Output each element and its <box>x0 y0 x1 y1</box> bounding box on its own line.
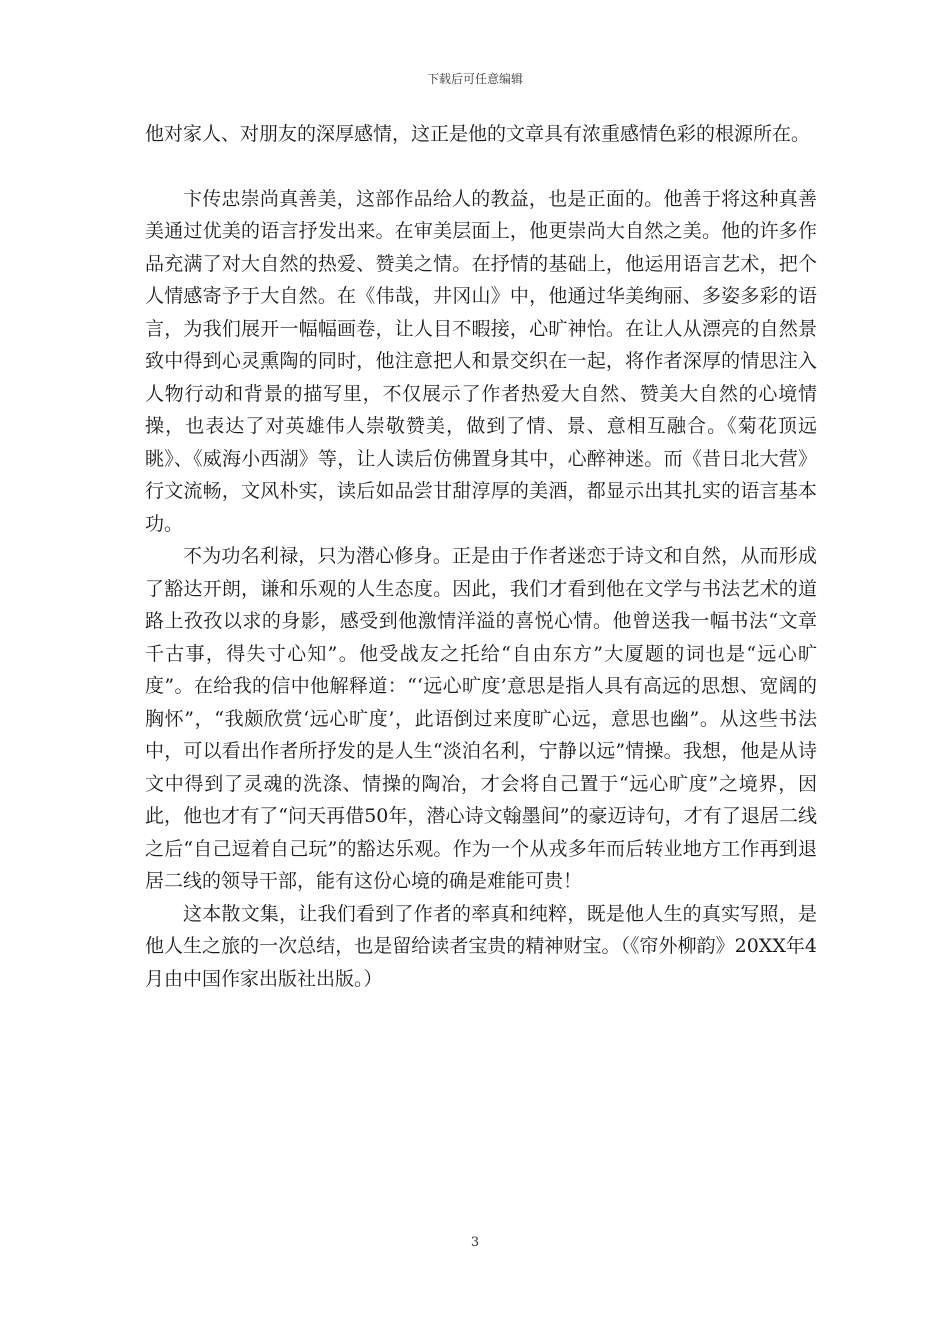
paragraph: 不为功名利禄，只为潜心修身。正是由于作者迷恋于诗文和自然，从而形成了豁达开朗，谦和乐观的人生态度。因此，我们才看到他在文学与书法艺术的道路上孜孜以求的身影，感受到他激情洋溢的喜悦心情。他曾送我一幅书法“文章千古事，得失寸心知”。他受战友之托给“自由东方”大厦题的词也是“远心旷度”。在给我的信中他解释道：“‘远心旷度’意思是指人具有高远的思想、宽阔的胸怀”，“我颇欣赏‘远心旷度’，此语倒过来度旷心远，意思也幽”。从这些书法中，可以看出作者所抒发的是人生“淡泊名利，宁静以远”情操。我想，他是从诗文中得到了灵魂的洗涤、情操的陶冶，才会将自己置于“远心旷度”之境界，因此，他也才有了“问天再借50年，潜心诗文翰墨间”的豪迈诗句，才有了退居二线之后“自己逗着自己玩”的豁达乐观。作为一个从戎多年而后转业地方工作再到退居二线的领导干部，能有这份心境的确是难能可贵！ <box>145 545 817 892</box>
paragraph: 这本散文集，让我们看到了作者的率真和纯粹，既是他人生的真实写照，是他人生之旅的一次总结，也是留给读者宝贵的精神财宝。（《帘外柳韵》20XX年4月由中国作家出版社出版。） <box>145 902 817 990</box>
document-body <box>145 118 817 995</box>
page-header: 下载后可任意编辑 <box>426 72 523 86</box>
paragraph-continued: 他对家人、对朋友的深厚感情，这正是他的文章具有浓重感情色彩的根源所在。 <box>145 123 811 145</box>
paragraph: 卞传忠崇尚真善美，这部作品给人的教益，也是正面的。他善于将这种真善美通过优美的语言抒发出来。在审美层面上，他更崇尚大自然之美。他的许多作品充满了对大自然的热爱、赞美之情。在抒情的基础上，他运用语言艺术，把个人情感寄予于大自然。在《伟哉，井冈山》中，他通过华美绚丽、多姿多彩的语言，为我们展开一幅幅画卷，让人目不暇接，心旷神怡。在让人从漂亮的自然景致中得到心灵熏陶的同时，他注意把人和景交织在一起，将作者深厚的情思注入人物行动和背景的描写里，不仅展示了作者热爱大自然、赞美大自然的心境情操，也表达了对英雄伟人崇敬赞美，做到了情、景、意相互融合。《菊花顶远眺》、《威海小西湖》等，让人读后仿佛置身其中，心醉神迷。而《昔日北大营》行文流畅，文风朴实，读后如品尝甘甜淳厚的美酒，都显示出其扎实的语言基本功。 <box>145 187 817 535</box>
page-number: 3 <box>470 1235 480 1250</box>
